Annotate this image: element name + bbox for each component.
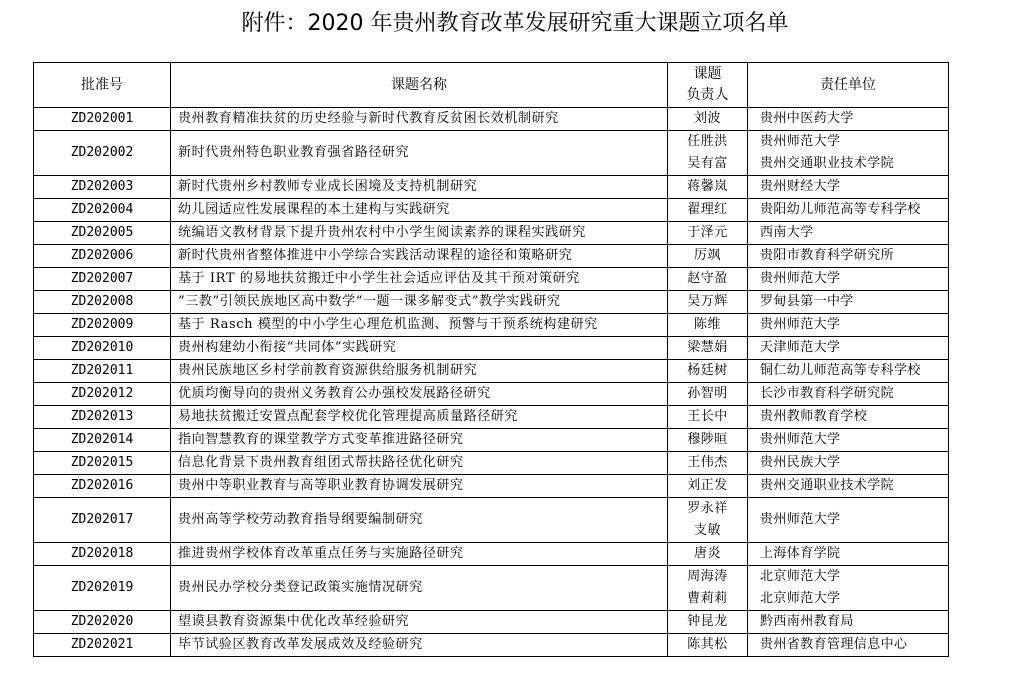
cell-unit xyxy=(748,475,949,498)
cell-leader xyxy=(668,222,748,245)
cell-leader xyxy=(668,314,748,337)
unit-name: 贵州师范大学 xyxy=(760,134,841,149)
cell-approval-no: ZD202021 xyxy=(34,634,171,657)
cell-approval-no: ZD202017 xyxy=(34,498,171,543)
unit-name: 贵州交通职业技术学院 xyxy=(760,478,895,493)
cell-topic-name: 毕节试验区教育改革发展成效及经验研究 xyxy=(171,634,668,657)
table-row xyxy=(34,199,949,222)
unit-name: 铜仁幼儿师范高等专科学校 xyxy=(760,363,921,378)
cell-approval-no: ZD202019 xyxy=(34,566,171,611)
cell-leader xyxy=(668,383,748,406)
table-row xyxy=(34,452,949,475)
cell-unit xyxy=(748,429,949,452)
leader-name: 赵守盈 xyxy=(687,271,728,286)
unit-name: 贵州师范大学 xyxy=(760,432,841,447)
unit-name: 贵阳幼儿师范高等专科学校 xyxy=(760,202,921,217)
unit-name: 贵州师范大学 xyxy=(760,512,841,527)
cell-leader xyxy=(668,108,748,131)
cell-leader xyxy=(668,176,748,199)
unit-name: 贵州民族大学 xyxy=(760,455,841,470)
unit-name: 贵州财经大学 xyxy=(760,179,841,194)
table-row xyxy=(34,475,949,498)
unit-name: 贵州师范大学 xyxy=(760,271,841,286)
unit-name: 天津师范大学 xyxy=(760,340,841,355)
cell-topic-name: 贵州中等职业教育与高等职业教育协调发展研究 xyxy=(171,475,668,498)
unit-name: 北京师范大学 xyxy=(760,591,841,606)
leader-name: 厉飒 xyxy=(693,248,721,263)
cell-leader xyxy=(668,337,748,360)
cell-unit xyxy=(748,268,949,291)
table-row xyxy=(34,360,949,383)
cell-unit xyxy=(748,498,949,543)
unit-name: 罗甸县第一中学 xyxy=(760,294,854,309)
leader-name: 唐炎 xyxy=(693,546,721,561)
table-row xyxy=(34,291,949,314)
cell-approval-no: ZD202001 xyxy=(34,108,171,131)
cell-approval-no: ZD202010 xyxy=(34,337,171,360)
cell-topic-name: 新时代贵州特色职业教育强省路径研究 xyxy=(171,131,668,176)
cell-unit xyxy=(748,108,949,131)
cell-leader xyxy=(668,360,748,383)
header-leader xyxy=(668,63,748,108)
leader-name: 陈其松 xyxy=(687,637,728,652)
leader-name: 穆陟晅 xyxy=(687,432,728,447)
cell-topic-name: “三教”引领民族地区高中数学“一题一课多解变式”教学实践研究 xyxy=(171,291,668,314)
leader-name: 刘正发 xyxy=(687,478,728,493)
cell-topic-name: 优质均衡导向的贵州义务教育公办强校发展路径研究 xyxy=(171,383,668,406)
cell-approval-no: ZD202011 xyxy=(34,360,171,383)
cell-leader xyxy=(668,475,748,498)
unit-name: 西南大学 xyxy=(760,225,814,240)
leader-name: 钟昆龙 xyxy=(687,614,728,629)
cell-topic-name: 贵州教育精准扶贫的历史经验与新时代教育反贫困长效机制研究 xyxy=(171,108,668,131)
cell-leader xyxy=(668,566,748,611)
leader-name: 杨廷树 xyxy=(687,363,728,378)
cell-unit xyxy=(748,314,949,337)
cell-unit xyxy=(748,222,949,245)
leader-name: 支敏 xyxy=(693,523,721,538)
leader-name: 刘波 xyxy=(693,111,721,126)
cell-leader xyxy=(668,131,748,176)
table-row xyxy=(34,131,949,176)
cell-unit xyxy=(748,245,949,268)
table-row xyxy=(34,498,949,543)
cell-approval-no: ZD202004 xyxy=(34,199,171,222)
unit-name: 贵州教师教育学校 xyxy=(760,409,868,424)
unit-name: 上海体育学院 xyxy=(760,546,841,561)
cell-topic-name: 新时代贵州乡村教师专业成长困境及支持机制研究 xyxy=(171,176,668,199)
cell-topic-name: 贵州构建幼小衔接“共同体”实践研究 xyxy=(171,337,668,360)
cell-unit xyxy=(748,452,949,475)
unit-name: 北京师范大学 xyxy=(760,569,841,584)
cell-unit xyxy=(748,337,949,360)
cell-approval-no: ZD202003 xyxy=(34,176,171,199)
cell-unit xyxy=(748,566,949,611)
cell-leader xyxy=(668,245,748,268)
cell-unit xyxy=(748,634,949,657)
cell-leader xyxy=(668,452,748,475)
header-topic-name: 课题名称 xyxy=(171,63,668,108)
table-row xyxy=(34,406,949,429)
cell-topic-name: 贵州民办学校分类登记政策实施情况研究 xyxy=(171,566,668,611)
cell-unit xyxy=(748,360,949,383)
table-row xyxy=(34,268,949,291)
cell-leader xyxy=(668,543,748,566)
unit-name: 黔西南州教育局 xyxy=(760,614,854,629)
header-leader-line2: 负责人 xyxy=(686,87,729,103)
leader-name: 陈维 xyxy=(693,317,721,332)
leader-name: 罗永祥 xyxy=(687,501,728,516)
cell-leader xyxy=(668,634,748,657)
leader-name: 于泽元 xyxy=(687,225,728,240)
header-approval-no: 批准号 xyxy=(34,63,171,108)
cell-approval-no: ZD202006 xyxy=(34,245,171,268)
leader-name: 王伟杰 xyxy=(687,455,728,470)
cell-topic-name: 望谟县教育资源集中优化改革经验研究 xyxy=(171,611,668,634)
unit-name: 贵阳市教育科学研究所 xyxy=(760,248,895,263)
cell-topic-name: 幼儿园适应性发展课程的本土建构与实践研究 xyxy=(171,199,668,222)
leader-name: 任胜洪 xyxy=(687,134,728,149)
leader-name: 孙智明 xyxy=(687,386,728,401)
cell-leader xyxy=(668,199,748,222)
leader-name: 周海涛 xyxy=(687,569,728,584)
cell-topic-name: 信息化背景下贵州教育组团式帮扶路径优化研究 xyxy=(171,452,668,475)
cell-approval-no: ZD202002 xyxy=(34,131,171,176)
cell-leader xyxy=(668,268,748,291)
table-row xyxy=(34,429,949,452)
cell-unit xyxy=(748,543,949,566)
cell-approval-no: ZD202020 xyxy=(34,611,171,634)
cell-approval-no: ZD202009 xyxy=(34,314,171,337)
leader-name: 蒋馨岚 xyxy=(687,179,728,194)
cell-topic-name: 新时代贵州省整体推进中小学综合实践活动课程的途径和策略研究 xyxy=(171,245,668,268)
leader-name: 翟理红 xyxy=(687,202,728,217)
cell-unit xyxy=(748,199,949,222)
leader-name: 吴有富 xyxy=(687,156,728,171)
cell-approval-no: ZD202016 xyxy=(34,475,171,498)
cell-approval-no: ZD202015 xyxy=(34,452,171,475)
cell-unit xyxy=(748,383,949,406)
cell-approval-no: ZD202013 xyxy=(34,406,171,429)
cell-topic-name: 贵州高等学校劳动教育指导纲要编制研究 xyxy=(171,498,668,543)
cell-leader xyxy=(668,611,748,634)
leader-name: 王长中 xyxy=(687,409,728,424)
leader-name: 吴万辉 xyxy=(687,294,728,309)
cell-approval-no: ZD202018 xyxy=(34,543,171,566)
cell-unit xyxy=(748,176,949,199)
leader-name: 曹莉莉 xyxy=(687,591,728,606)
cell-leader xyxy=(668,498,748,543)
cell-approval-no: ZD202005 xyxy=(34,222,171,245)
cell-topic-name: 基于 Rasch 模型的中小学生心理危机监测、预警与干预系统构建研究 xyxy=(171,314,668,337)
table-row xyxy=(34,176,949,199)
cell-unit xyxy=(748,406,949,429)
cell-unit xyxy=(748,291,949,314)
cell-approval-no: ZD202012 xyxy=(34,383,171,406)
cell-approval-no: ZD202008 xyxy=(34,291,171,314)
cell-topic-name: 推进贵州学校体育改革重点任务与实施路径研究 xyxy=(171,543,668,566)
cell-leader xyxy=(668,291,748,314)
cell-topic-name: 贵州民族地区乡村学前教育资源供给服务机制研究 xyxy=(171,360,668,383)
leader-name: 梁慧娟 xyxy=(687,340,728,355)
table-row xyxy=(34,543,949,566)
table-row xyxy=(34,337,949,360)
cell-topic-name: 统编语文教材背景下提升贵州农村中小学生阅读素养的课程实践研究 xyxy=(171,222,668,245)
unit-name: 贵州交通职业技术学院 xyxy=(760,156,895,171)
cell-topic-name: 基于 IRT 的易地扶贫搬迁中小学生社会适应评估及其干预对策研究 xyxy=(171,268,668,291)
cell-unit xyxy=(748,131,949,176)
unit-name: 贵州师范大学 xyxy=(760,317,841,332)
table-row xyxy=(34,634,949,657)
table-header-row xyxy=(34,63,949,108)
project-table xyxy=(33,62,949,657)
unit-name: 长沙市教育科学研究院 xyxy=(760,386,895,401)
table-row xyxy=(34,383,949,406)
table-row xyxy=(34,108,949,131)
table-row xyxy=(34,611,949,634)
cell-approval-no: ZD202007 xyxy=(34,268,171,291)
cell-leader xyxy=(668,429,748,452)
table-row xyxy=(34,314,949,337)
cell-leader xyxy=(668,406,748,429)
document-title: 附件：2020 年贵州教育改革发展研究重大课题立项名单 xyxy=(241,11,789,36)
cell-unit xyxy=(748,611,949,634)
table-row xyxy=(34,222,949,245)
unit-name: 贵州省教育管理信息中心 xyxy=(760,637,908,652)
header-unit: 责任单位 xyxy=(748,63,949,108)
cell-topic-name: 指向智慧教育的课堂教学方式变革推进路径研究 xyxy=(171,429,668,452)
cell-approval-no: ZD202014 xyxy=(34,429,171,452)
cell-topic-name: 易地扶贫搬迁安置点配套学校优化管理提高质量路径研究 xyxy=(171,406,668,429)
header-leader-line1: 课题 xyxy=(693,66,722,82)
table-row xyxy=(34,566,949,611)
unit-name: 贵州中医药大学 xyxy=(760,111,854,126)
table-row xyxy=(34,245,949,268)
